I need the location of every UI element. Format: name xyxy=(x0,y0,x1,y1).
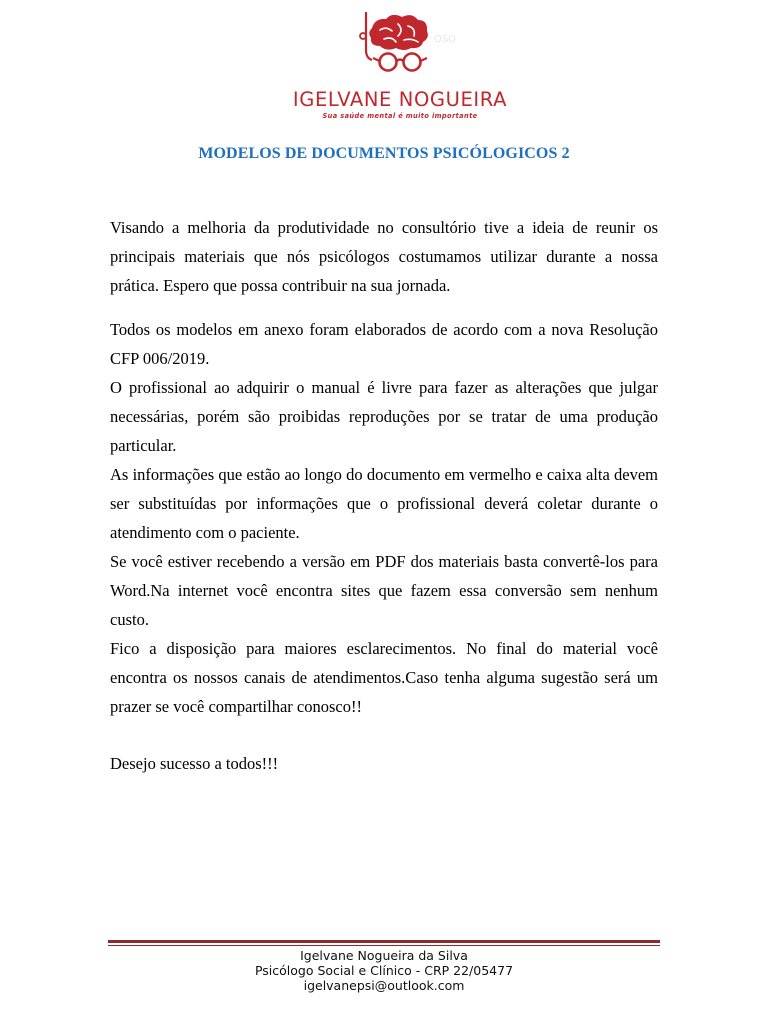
paragraph-contact: Fico a disposição para maiores esclarecimentos. No final do material você encontra os nossos canais de atendimentos.Caso tenha alguma sugestão será um prazer se você compartilhar conosco!! xyxy=(110,639,658,716)
logo-name: IGELVANE NOGUEIRA xyxy=(292,88,508,111)
paragraph-pdf-conversion: Se você estiver recebendo a versão em PDF dos materiais basta convertê-los para Word.Na internet você encontra sites que fazem essa conversão sem nenhum custo. xyxy=(110,552,658,629)
paragraph-resolution: Todos os modelos em anexo foram elaborados de acordo com a nova Resolução CFP 006/2019. xyxy=(110,320,658,368)
footer-divider xyxy=(108,940,660,946)
document-body xyxy=(110,213,658,778)
brain-with-glasses-logo-icon xyxy=(280,6,520,126)
footer xyxy=(0,948,768,993)
closing-line: Desejo sucesso a todos!!! xyxy=(110,754,279,773)
logo-tagline: Sua saúde mental é muito importante xyxy=(322,112,478,120)
footer-role: Psicólogo Social e Clínico - CRP 22/05477 xyxy=(254,963,514,978)
document-title: MODELOS DE DOCUMENTOS PSICÓLOGICOS 2 xyxy=(198,145,570,162)
svg-text:OSO: OSO xyxy=(434,34,457,45)
paragraph-alterations: O profissional ao adquirir o manual é livre para fazer as alterações que julgar necessárias, porém são proibidas reproduções por se tratar de uma produção particular. xyxy=(110,378,658,455)
footer-email: igelvanepsi@outlook.com xyxy=(303,978,465,993)
paragraph-red-fields: As informações que estão ao longo do documento em vermelho e caixa alta devem ser substituídas por informações que o profissional deverá coletar durante o atendimento com o paciente. xyxy=(110,465,658,542)
paragraph-intro: Visando a melhoria da produtividade no consultório tive a ideia de reunir os principais materiais que nós psicólogos costumamos utilizar durante a nossa prática. Espero que possa contribuir na sua jornada. xyxy=(110,218,658,295)
brand-logo xyxy=(280,6,520,126)
footer-name: Igelvane Nogueira da Silva xyxy=(300,948,468,963)
